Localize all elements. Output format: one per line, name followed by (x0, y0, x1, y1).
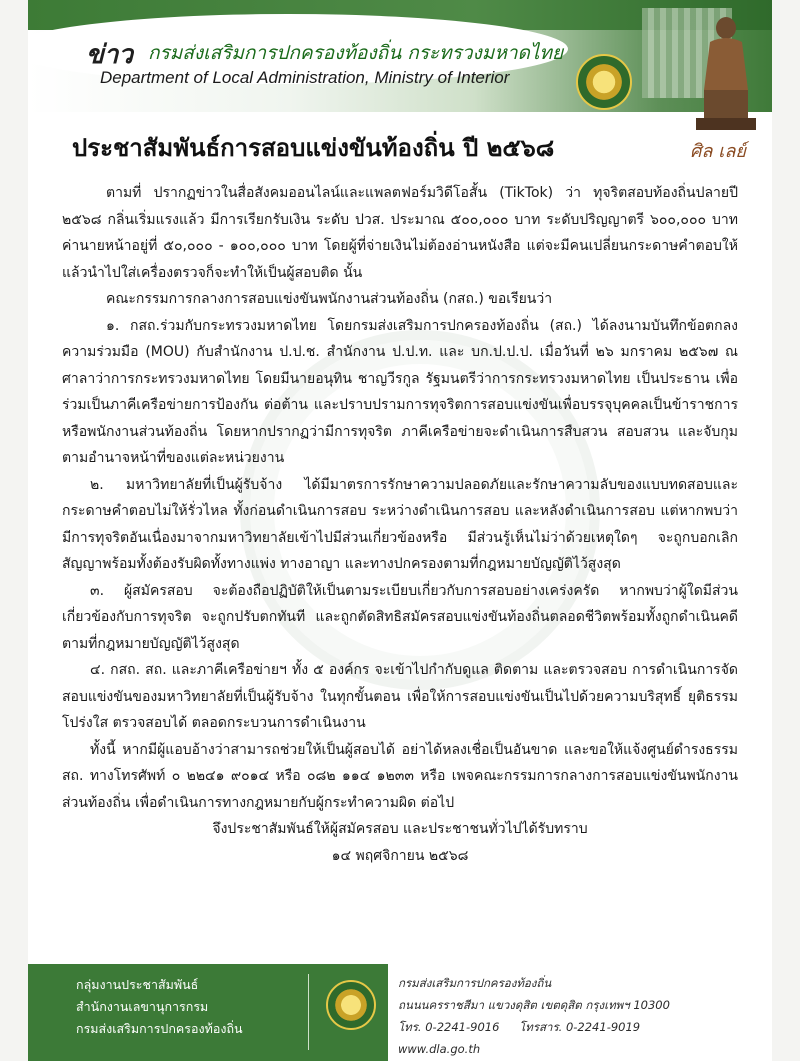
news-label: ข่าว (86, 40, 133, 70)
footer-address: ถนนนครราชสีมา แขวงดุสิต เขตดุสิต กรุงเทพฯ 10300 (398, 998, 670, 1012)
footer-fax: โทรสาร. 0-2241-9019 (519, 1020, 641, 1034)
footer-seal-icon (326, 980, 376, 1030)
department-name-english: Department of Local Administration, Ministry of Interior (100, 68, 510, 87)
paragraph-intro: ตามที่ ปรากฏข่าวในสื่อสังคมออนไลน์และแพลตฟอร์มวิดีโอสั้น (TikTok) ว่า ทุจริตสอบท้องถิ่นปลายปี ๒๕๖๘ กลิ่นเริ่มแรงแล้ว มีการเรียกรับเงิน ระดับ ปวส. ประมาณ ๕๐๐,๐๐๐ บาท ระดับปริญญาตรี ๖๐๐,๐๐๐ บาท ค่านายหน้าอยู่ที่ ๕๐,๐๐๐ - ๑๐๐,๐๐๐ บาท โดยผู้ที่จ่ายเงินไม่ต้องอ่านหนังสือ แต่จะมีคนเปลี่ยนกระดาษคำตอบให้ แล้วนำไปใส่เครื่องตรวจก็จะทำให้เป็นผู้สอบติด นั้น (62, 185, 738, 281)
paragraph-item-2: ๒. มหาวิทยาลัยที่เป็นผู้รับจ้าง ได้มีมาตรการรักษาความปลอดภัยและรักษาความลับของแบบทดสอบและกระดาษคำตอบไม่ให้รั่วไหล ทั้งก่อนดำเนินการสอบ ระหว่างดำเนินการสอบ และหลังดำเนินการสอบ แต่หากพบว่ามีการทุจริตอันเนื่องมาจากมหาวิทยาลัยเข้าไปมีส่วนเกี่ยวข้องหรือ มีส่วนรู้เห็นไม่ว่าด้วยเหตุใดๆ จะถูกบอกเลิกสัญญาพร้อมทั้งต้องรับผิดทั้งทางแพ่ง ทางอาญา และทางปกครองตามที่กฎหมายบัญญัติไว้สูงสุด (62, 476, 738, 572)
footer-phone: โทร. 0-2241-9016 (398, 1020, 500, 1034)
footer-unit: กลุ่มงานประชาสัมพันธ์ (76, 977, 199, 992)
document-date: ๑๔ พฤศจิกายน ๒๕๖๘ (331, 847, 469, 864)
footer-website-link[interactable]: www.dla.go.th (398, 1042, 481, 1056)
paragraph-item-3: ๓. ผู้สมัครสอบ จะต้องถือปฏิบัติให้เป็นตามระเบียบเกี่ยวกับการสอบอย่างเคร่งครัด หากพบว่าผู้ใดมีส่วนเกี่ยวข้องกับการทุจริต จะถูกปรับตกทันที และถูกตัดสิทธิสมัครสอบแข่งขันท้องถิ่นตลอดชีวิตพร้อมทั้งถูกดำเนินคดีตามที่กฎหมายบัญญัติไว้สูงสุด (62, 582, 738, 652)
department-seal-icon (576, 54, 632, 110)
paragraph-warning: ทั้งนี้ หากมีผู้แอบอ้างว่าสามารถช่วยให้เป็นผู้สอบได้ อย่าได้หลงเชื่อเป็นอันขาด และขอให้แจ้งศูนย์ดำรงธรรม สถ. ทางโทรศัพท์ ๐ ๒๒๔๑ ๙๐๑๔ หรือ ๐๘๒ ๑๑๔ ๑๒๓๓ หรือ เพจคณะกรรมการกลางการสอบแข่งขันพนักงานส่วนท้องถิ่น เพื่อดำเนินการทางกฎหมายกับผู้กระทำความผิด ต่อไป (62, 741, 738, 811)
footer-department: กรมส่งเสริมการปกครองท้องถิ่น (76, 1021, 243, 1036)
footer (28, 964, 772, 1061)
footer-left-block (76, 974, 286, 1040)
header-banner (28, 0, 772, 112)
department-name-thai: กรมส่งเสริมการปกครองท้องถิ่น กระทรวงมหาดไทย (148, 42, 564, 64)
footer-right-block (398, 972, 718, 1060)
document-body (62, 180, 738, 869)
page-title: ประชาสัมพันธ์การสอบแข่งขันท้องถิ่น ปี ๒๕๖๘ (72, 134, 555, 162)
statue-image (690, 10, 760, 130)
footer-divider (308, 974, 309, 1050)
footer-office: สำนักงานเลขานุการกรม (76, 999, 209, 1014)
footer-right-name: กรมส่งเสริมการปกครองท้องถิ่น (398, 976, 552, 990)
paragraph-item-4: ๔. กสถ. สถ. และภาคีเครือข่ายฯ ทั้ง ๕ องค์กร จะเข้าไปกำกับดูแล ติดตาม และตรวจสอบ การดำเนินการจัดสอบแข่งขันของมหาวิทยาลัยที่เป็นผู้รับจ้าง ในทุกขั้นตอน เพื่อให้การสอบแข่งขันเป็นไปด้วยความบริสุทธิ์ ยุติธรรม โปร่งใส ตรวจสอบได้ ตลอดกระบวนการดำเนินงาน (62, 662, 738, 731)
paragraph-item-1: ๑. กสถ.ร่วมกับกระทรวงมหาดไทย โดยกรมส่งเสริมการปกครองท้องถิ่น (สถ.) ได้ลงนามบันทึกข้อตกลงความร่วมมือ (MOU) กับสำนักงาน ป.ป.ช. สำนักงาน ป.ป.ท. และ บก.ป.ป.ป. เมื่อวันที่ ๒๖ มกราคม ๒๕๖๗ ณ ศาลาว่าการกระทรวงมหาดไทย โดยมีนายอนุทิน ชาญวีรกูล รัฐมนตรีว่าการกระทรวงมหาดไทย เป็นประธาน เพื่อร่วมเป็นภาคีเครือข่ายการป้องกัน ต่อต้าน และปราบปรามการทุจริตการสอบแข่งขันเพื่อบรรจุบุคคลเป็นข้าราชการหรือพนักงานส่วนท้องถิ่น โดยหากปรากฏว่ามีการทุจริต ภาคีเครือข่ายจะดำเนินการสืบสวน สอบสวน และจับกุมตามอำนาจหน้าที่ของแต่ละหน่วยงาน (62, 317, 738, 466)
footer-contacts (398, 1016, 718, 1060)
signature: ศิล เลย์ (690, 141, 746, 162)
paragraph-committee: คณะกรรมการกลางการสอบแข่งขันพนักงานส่วนท้องถิ่น (กสถ.) ขอเรียนว่า (106, 291, 553, 307)
closing-line: จึงประชาสัมพันธ์ให้ผู้สมัครสอบ และประชาชนทั่วไปได้รับทราบ (212, 821, 588, 837)
